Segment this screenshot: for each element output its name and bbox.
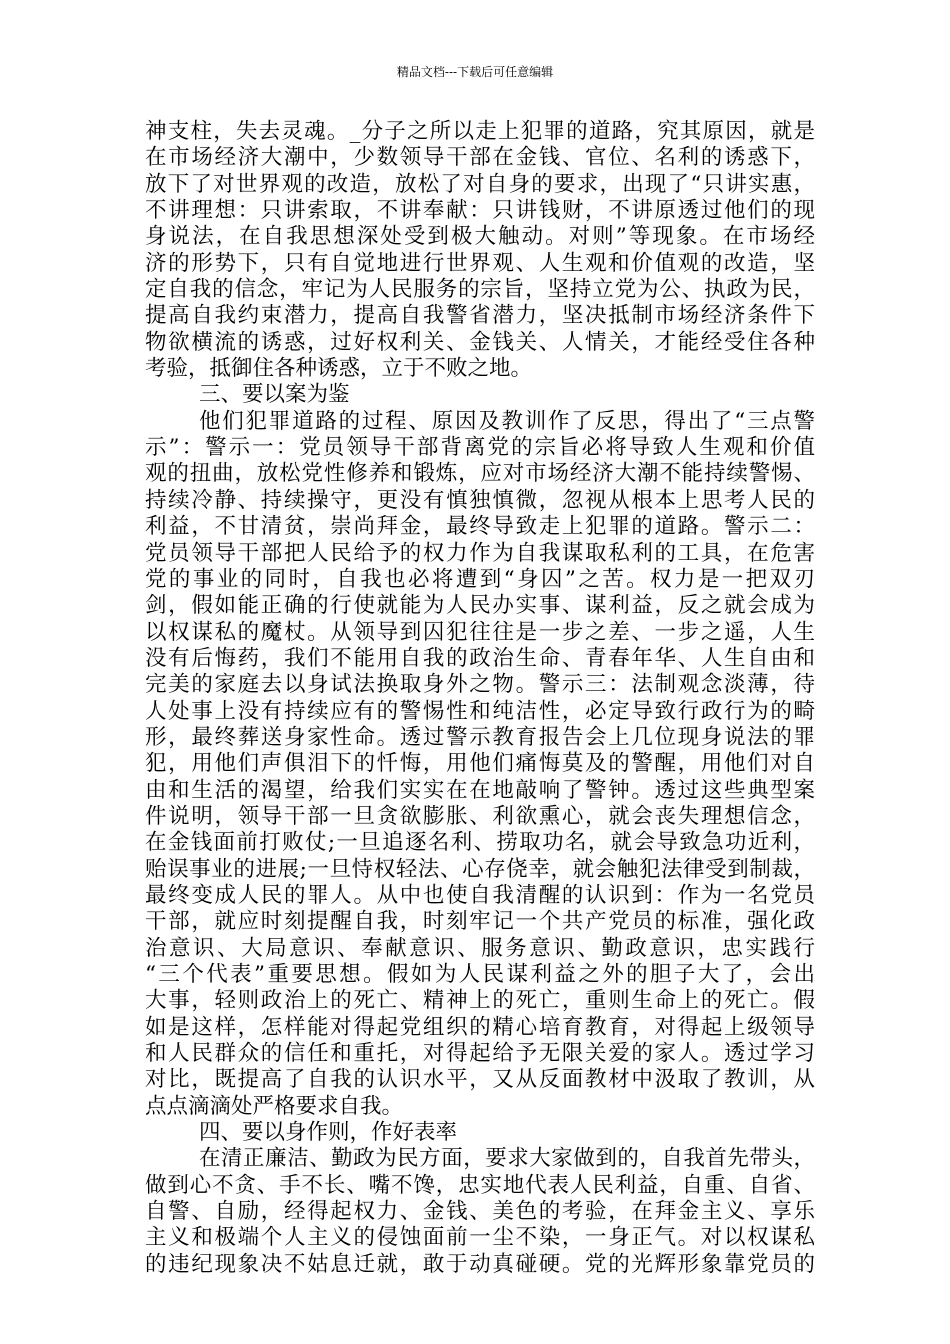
text-line: 在金钱面前打败仗;一旦追逐名利、捞取功名，就会导致急功近利， [145, 830, 815, 856]
text-line: 持续冷静、持续操守，更没有慎独慎微，忽视从根本上思考人民的 [145, 487, 815, 513]
section-heading: 三、要以案为鉴 [199, 382, 350, 408]
paragraph-last-line: 考验，抵御住各种诱惑，立于不败之地。 [145, 356, 533, 382]
text-line: 形，最终葬送身家性命。透过警示教育报告会上几位现身说法的罪 [145, 724, 815, 750]
text-line: 不讲理想：只讲索取，不讲奉献：只讲钱财，不讲原透过他们的现 [145, 198, 815, 224]
text-line: 由和生活的渴望，给我们实实在在地敲响了警钟。透过这些典型案 [145, 777, 815, 803]
section-heading: 四、要以身作则，作好表率 [199, 1120, 458, 1146]
text-line: 自警、自励，经得起权力、金钱、美色的考验，在拜金主义、享乐 [145, 1199, 815, 1225]
text-line: 没有后悔药，我们不能用自我的政治生命、青春年华、人生自由和 [145, 645, 815, 671]
text-line: 党的事业的同时，自我也必将遭到“身囚”之苦。权力是一把双刃 [145, 566, 815, 592]
text-line: 和人民群众的信任和重托，对得起给予无限关爱的家人。透过学习 [145, 1041, 815, 1067]
text-line: 剑，假如能正确的行使就能为人民办实事、谋利益，反之就会成为 [145, 593, 815, 619]
text-line: 对比，既提高了自我的认识水平，又从反面教材中汲取了教训，从 [145, 1067, 815, 1093]
text-line: 人处事上没有持续应有的警惕性和纯洁性，必定导致行政行为的畸 [145, 698, 815, 724]
text-line: 放下了对世界观的改造，放松了对自身的要求，出现了“只讲实惠， [145, 171, 815, 197]
text-line: 主义和极端个人主义的侵蚀面前一尘不染，一身正气。对以权谋私 [145, 1225, 815, 1251]
text-line: 在市场经济大潮中，少数领导干部在金钱、官位、名利的诱惑下， [145, 145, 815, 171]
text-line: 干部，就应时刻提醒自我，时刻牢记一个共产党员的标准，强化政 [145, 909, 815, 935]
text-line: 身说法，在自我思想深处受到极大触动。对则”等现象。在市场经 [145, 224, 815, 250]
text-line: 示”：警示一：党员领导干部背离党的宗旨必将导致人生观和价值 [145, 435, 815, 461]
text-line: 做到心不贪、手不长、嘴不馋，忠实地代表人民利益，自重、自省、 [145, 1172, 815, 1198]
text-line: 完美的家庭去以身试法换取身外之物。警示三：法制观念淡薄，待 [145, 672, 815, 698]
text-line: 件说明，领导干部一旦贪欲膨胀、利欲熏心，就会丧失理想信念， [145, 803, 815, 829]
text-line: 贻误事业的进展;一旦恃权轻法、心存侥幸，就会触犯法律受到制裁， [145, 856, 815, 882]
text-line: 犯，用他们声俱泪下的忏悔，用他们痛悔莫及的警醒，用他们对自 [145, 751, 815, 777]
text-line: 神支柱，失去灵魂。_分子之所以走上犯罪的道路，究其原因，就是 [145, 119, 815, 144]
text-line: 观的扭曲，放松党性修养和锻炼，应对市场经济大潮不能持续警惕、 [145, 461, 815, 487]
text-line: 如是这样，怎样能对得起党组织的精心培育教育，对得起上级领导 [145, 1014, 815, 1040]
text-line: 最终变成人民的罪人。从中也使自我清醒的认识到：作为一名党员 [145, 882, 815, 908]
document-body [145, 119, 815, 1278]
paragraph-first-line: 他们犯罪道路的过程、原因及教训作了反思，得出了“三点警 [199, 408, 815, 434]
text-line: 的违纪现象决不姑息迁就，敢于动真碰硬。党的光辉形象靠党员的 [145, 1251, 815, 1277]
text-line: 大事，轻则政治上的死亡、精神上的死亡，重则生命上的死亡。假 [145, 988, 815, 1014]
text-line: 定自我的信念，牢记为人民服务的宗旨，坚持立党为公、执政为民， [145, 277, 815, 303]
text-line: 提高自我约束潜力，提高自我警省潜力，坚决抵制市场经济条件下 [145, 303, 815, 329]
paragraph-first-line: 在清正廉洁、勤政为民方面，要求大家做到的，自我首先带头， [199, 1146, 815, 1172]
text-line: 济的形势下，只有自觉地进行世界观、人生观和价值观的改造，坚 [145, 250, 815, 276]
text-line: 党员领导干部把人民给予的权力作为自我谋取私利的工具，在危害 [145, 540, 815, 566]
text-line: “三个代表”重要思想。假如为人民谋利益之外的胆子大了，会出 [145, 962, 815, 987]
text-line: 利益，不甘清贫，崇尚拜金，最终导致走上犯罪的道路。警示二： [145, 514, 815, 540]
text-line: 以权谋私的魔杖。从领导到囚犯往往是一步之差、一步之遥，人生 [145, 619, 815, 645]
text-line: 物欲横流的诱惑，过好权利关、金钱关、人情关，才能经受住各种 [145, 329, 815, 355]
text-line: 治意识、大局意识、奉献意识、服务意识、勤政意识，忠实践行 [145, 935, 815, 961]
paragraph-last-line: 点点滴滴处严格要求自我。 [145, 1093, 404, 1119]
page-header: 精品文档---下载后可任意编辑 [396, 65, 554, 79]
